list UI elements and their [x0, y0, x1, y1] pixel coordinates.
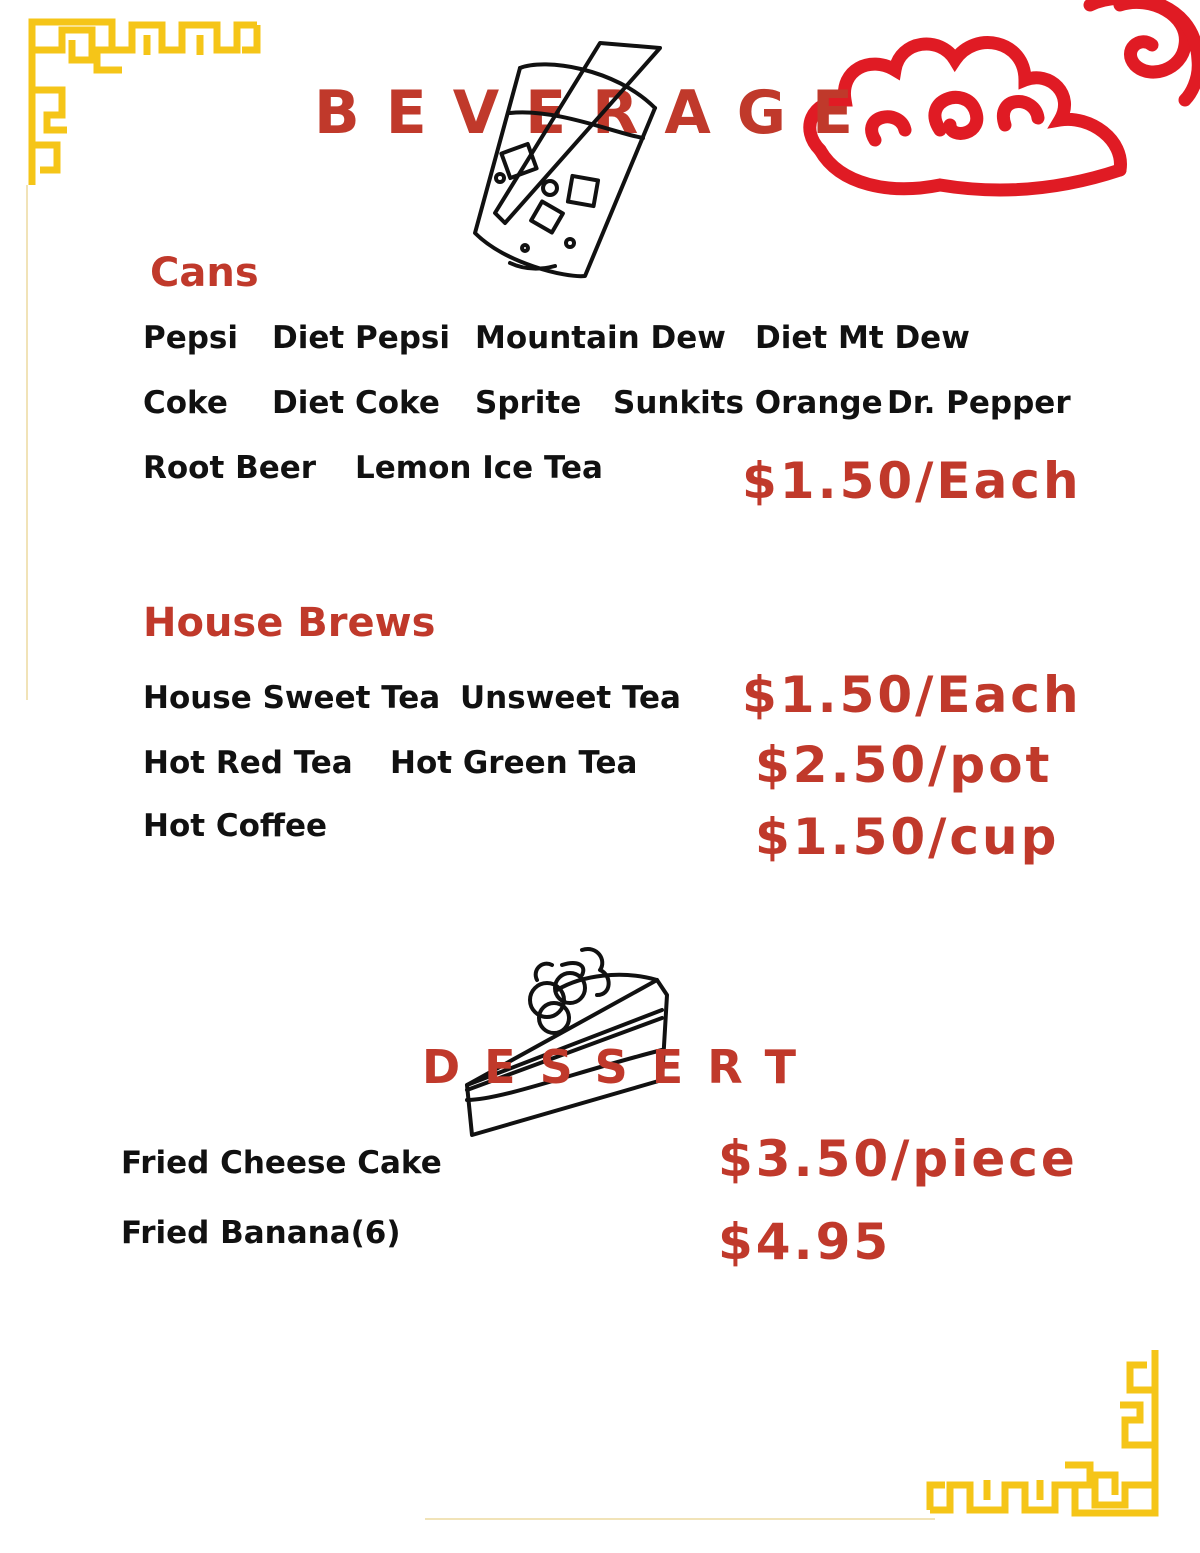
cans-item-sprite: Sprite — [475, 385, 582, 421]
chinese-fret-corner-icon — [22, 10, 262, 190]
bottom-border-line — [425, 1518, 935, 1520]
cans-item-sunkits-orange: Sunkits Orange — [613, 385, 883, 421]
cans-item-diet-coke: Diet Coke — [272, 385, 440, 421]
cans-item-coke: Coke — [143, 385, 228, 421]
iced-drink-cup-icon — [465, 38, 665, 288]
cans-item-diet-mt-dew: Diet Mt Dew — [755, 320, 970, 356]
brews-item-unsweet-tea: Unsweet Tea — [460, 680, 681, 716]
cans-item-dr-pepper: Dr. Pepper — [887, 385, 1071, 421]
brews-price-pot: $2.50/pot — [755, 736, 1053, 794]
cans-price: $1.50/Each — [742, 452, 1082, 510]
cans-item-pepsi: Pepsi — [143, 320, 239, 356]
cans-item-diet-pepsi: Diet Pepsi — [272, 320, 451, 356]
brews-item-house-sweet-tea: House Sweet Tea — [143, 680, 441, 716]
cans-item-root-beer: Root Beer — [143, 450, 317, 486]
brews-item-hot-green-tea: Hot Green Tea — [390, 745, 638, 781]
brews-price-cup: $1.50/cup — [755, 808, 1060, 866]
dessert-title: DESSERT — [422, 1040, 820, 1094]
cans-item-mountain-dew: Mountain Dew — [475, 320, 726, 356]
left-border-line — [26, 185, 28, 700]
brews-item-hot-red-tea: Hot Red Tea — [143, 745, 353, 781]
chinese-fret-corner-icon — [925, 1345, 1165, 1525]
brews-price-each: $1.50/Each — [742, 666, 1082, 724]
brews-item-hot-coffee: Hot Coffee — [143, 808, 328, 844]
dessert-item-fried-cheese-cake: Fried Cheese Cake — [121, 1145, 442, 1181]
dessert-price-cheese-cake: $3.50/piece — [718, 1130, 1078, 1188]
dessert-item-fried-banana: Fried Banana(6) — [121, 1215, 401, 1251]
dessert-price-fried-banana: $4.95 — [718, 1213, 892, 1271]
beverage-title: BEVERAGE — [314, 78, 880, 148]
house-brews-heading: House Brews — [143, 600, 436, 646]
cans-item-lemon-ice-tea: Lemon Ice Tea — [355, 450, 603, 486]
cans-heading: Cans — [150, 250, 259, 296]
